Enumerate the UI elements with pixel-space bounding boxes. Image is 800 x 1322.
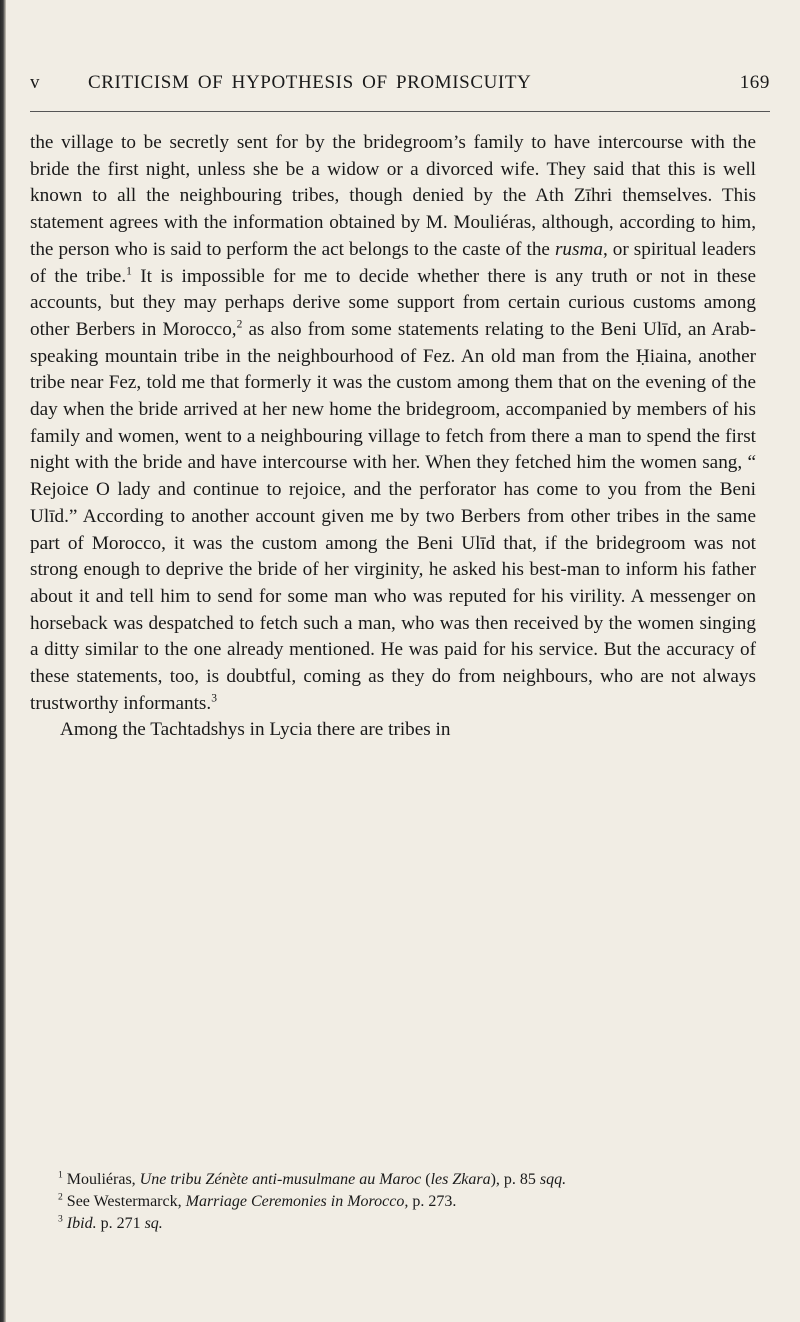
text-run: ( xyxy=(421,1171,431,1188)
page-number: 169 xyxy=(739,72,770,93)
footnote xyxy=(30,1169,756,1191)
text-run: the village to be secretly sent for by the bridegroom’s family to have intercourse with the bride the first night, unless she be a widow or a divorced wife. They said that this is well known to all the neighbouring tribes, though denied by the Ath Zīhri themselves. This statement agrees with the information obtained by M. Mouliéras, although, according to him, the person who is said to perform the act belongs to the caste of the xyxy=(30,132,756,260)
text-run: as also from some statements relating to the Beni Ulīd, an Arab-speaking mountain tribe in the neighbourhood of Fez. An old man from the Ḥiaina, another tribe near Fez, told me that formerly it was the custom among them that on the evening of the day when the bride arrived at her new home the bridegroom, accompanied by members of his family and women, went to a neighbouring village to fetch from there a man to spend the first night with the bride and have intercourse with her. When they fetched him the women sang, “ Rejoice O lady and continue to rejoice, and the perforator has come to you from the Beni Ulīd.” According to another account given me by two Berbers from other tribes in the same part of Morocco, it was the custom among the Beni Ulīd that, if the bridegroom was not strong enough to deprive the bride of her virginity, he asked his best-man to inform his father about it and tell him to send for some man who was reputed for his virility. A messenger on horseback was despatched to fetch such a man, who was then received by the women singing a ditty similar to the one already mentioned. He was paid for his service. But the accuracy of these statements, too, is doubtful, coming as they do from neighbours, who are not always trustworthy informants. xyxy=(30,318,756,714)
italic-text: sqq. xyxy=(539,1171,567,1188)
footnote-marker: 1 xyxy=(126,265,132,278)
text-run: Mouliéras, xyxy=(62,1171,140,1188)
footnote xyxy=(30,1191,756,1213)
footnotes xyxy=(30,1169,756,1235)
footnote-marker: 3 xyxy=(58,1213,63,1225)
text-run: Among the Tachtadshys in Lycia there are tribes in xyxy=(60,719,451,741)
italic-text: Marriage Ceremonies in Morocco, xyxy=(185,1193,409,1210)
footnote-marker: 2 xyxy=(236,318,243,331)
footnote-marker: 1 xyxy=(58,1169,63,1181)
text-run: It is impossible for me to decide whether there is any truth or not in these accounts, but they may perhaps derive some support from certain curious customs among other Berbers in Morocco, xyxy=(30,265,756,340)
italic-text: Ibid. xyxy=(66,1215,97,1232)
body-text xyxy=(30,130,756,744)
text-run: , or spiritual leaders of the tribe. xyxy=(30,238,756,287)
text-run: p. 271 xyxy=(96,1215,145,1232)
text-run: p. 273. xyxy=(408,1193,457,1210)
footnote-marker: 2 xyxy=(58,1191,63,1203)
running-title: CRITICISM OF HYPOTHESIS OF PROMISCUITY xyxy=(88,72,532,93)
italic-text: Une tribu Zénète anti-musulmane au Maroc xyxy=(139,1171,422,1188)
footnote xyxy=(30,1213,756,1235)
header-rule xyxy=(30,111,770,112)
page-binding-edge xyxy=(0,0,6,1322)
running-header xyxy=(30,72,770,106)
italic-text: rusma xyxy=(554,238,603,260)
text-run: ), p. 85 xyxy=(490,1171,540,1188)
footnote-marker: 3 xyxy=(211,692,217,705)
text-run: See Westermarck, xyxy=(62,1193,186,1210)
italic-text: sq. xyxy=(144,1215,163,1232)
chapter-number: v xyxy=(30,72,41,93)
italic-text: les Zkara xyxy=(430,1171,491,1188)
paragraph xyxy=(30,717,756,744)
paragraph xyxy=(30,130,756,717)
